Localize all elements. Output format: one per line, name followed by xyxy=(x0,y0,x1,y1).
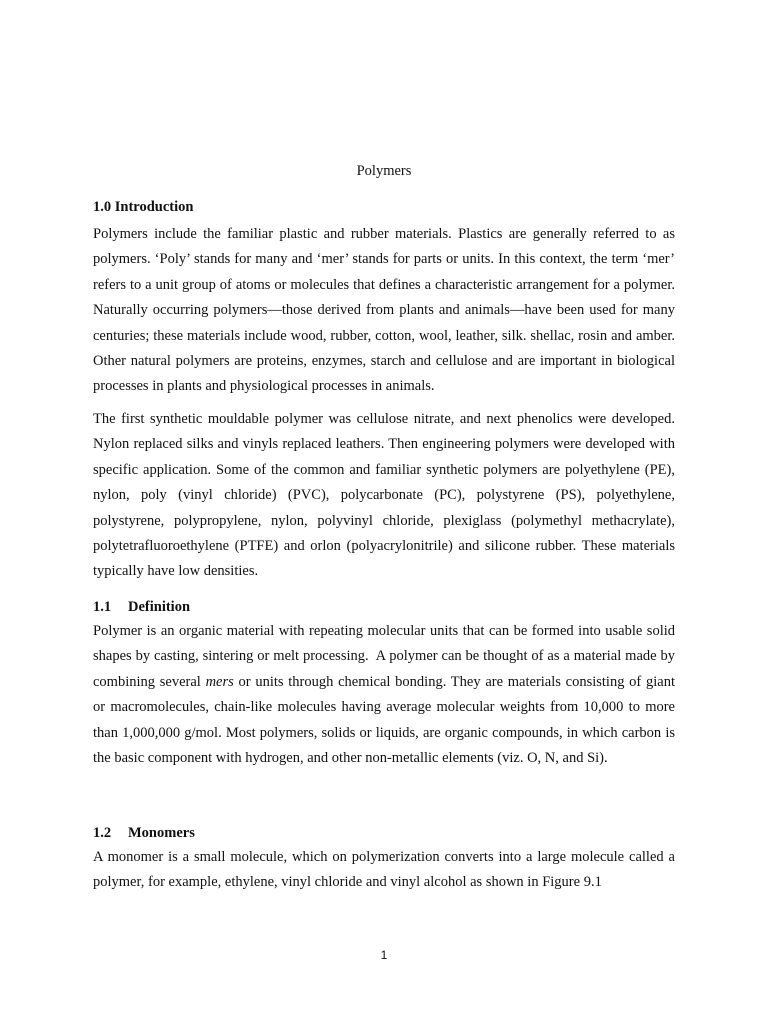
definition-emphasis-mers: mers xyxy=(205,673,234,690)
introduction-paragraph-2: The first synthetic mouldable polymer was cellulose nitrate, and next phenolics were developed. Nylon replaced silks and vinyls replaced leathers. Then engineering polymers were developed with specific application. Some of the common and familiar synthetic polymers are polyethylene (PE), nylon, poly (vinyl chloride) (PVC), polycarbonate (PC), polystyrene (PS), polyethylene, polystyrene, polypropylene, nylon, polyvinyl chloride, plexiglass (polymethyl methacrylate), polytetrafluoroethylene (PTFE) and orlon (polyacrylonitrile) and silicone rubber. These materials typically have low densities. xyxy=(93,411,675,580)
monomers-paragraph: A monomer is a small molecule, which on polymerization converts into a large molecule called a polymer, for example, ethylene, vinyl chloride and vinyl alcohol as shown in Figure 9.1 xyxy=(93,849,675,891)
section-heading-introduction: 1.0 Introduction xyxy=(93,199,194,215)
definition-paragraph xyxy=(93,619,675,771)
section-heading-definition xyxy=(93,596,190,618)
document-page xyxy=(93,0,675,1024)
section-number-definition: 1.1 xyxy=(93,599,112,615)
section-number-monomers: 1.2 xyxy=(93,825,112,841)
section-title-monomers: Monomers xyxy=(128,825,195,841)
definition-text-after: or units through chemical bonding. They are materials consisting of giant or macromolecules, chain-like molecules having average molecular weights from 10,000 to more than 1,000,000 g/mol. Most polymers, solids or liquids, are organic compounds, in which carbon is the basic component with hydrogen, and other non-metallic elements (viz. O, N, and Si). xyxy=(93,673,675,767)
definition-text-before: Polymer is an organic material with repeating molecular units that can be formed into usable solid shapes by casting, sintering or melt processing. A polymer can be thought of as a material made by combining several xyxy=(93,623,675,690)
section-title-definition: Definition xyxy=(128,599,191,615)
introduction-paragraph-1: Polymers include the familiar plastic and rubber materials. Plastics are generally referred to as polymers. ‘Poly’ stands for many and ‘mer’ stands for parts or units. In this context, the term ‘mer’ refers to a unit group of atoms or molecules that defines a characteristic arrangement for a polymer. Naturally occurring polymers—those derived from plants and animals—have been used for many centuries; these materials include wood, rubber, cotton, wool, leather, silk. shellac, rosin and amber. Other natural polymers are proteins, enzymes, starch and cellulose and are important in biological processes in plants and physiological processes in animals. xyxy=(93,226,675,395)
document-title: Polymers xyxy=(356,163,412,179)
section-heading-monomers xyxy=(93,822,195,844)
page-number: 1 xyxy=(380,948,388,962)
